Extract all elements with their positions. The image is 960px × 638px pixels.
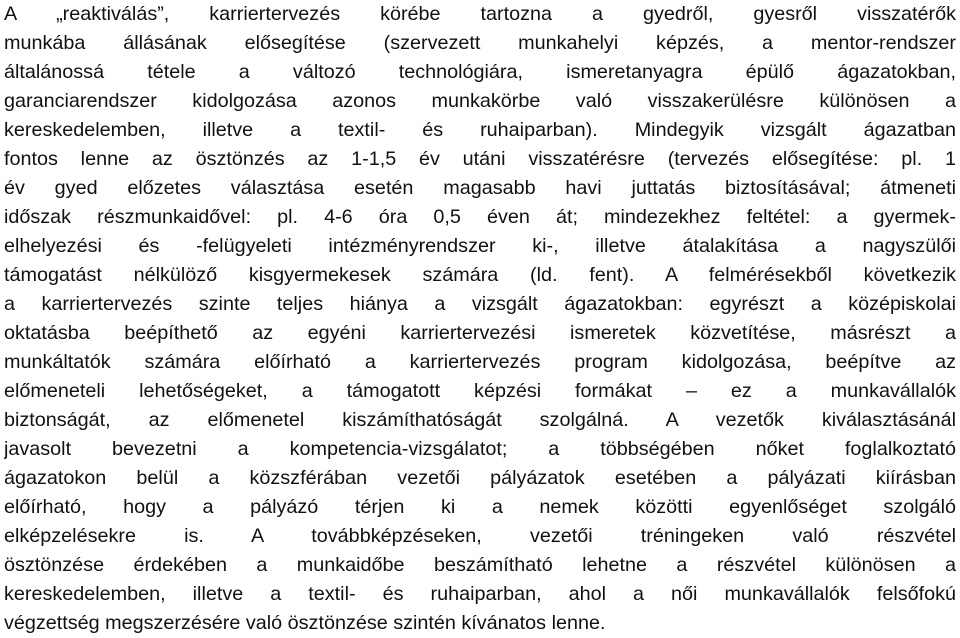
text-line: kereskedelemben, illetve a textil- és ruhaiparban). Mindegyik vizsgált ágazatban xyxy=(4,119,956,141)
text-line: előmeneteli lehetőségeket, a támogatott képzési formákat – ez a munkavállalók xyxy=(4,380,956,402)
text-line: oktatásba beépíthető az egyéni karriertervezési ismeretek közvetítése, másrészt a xyxy=(4,322,956,344)
text-line: ösztönzése érdekében a munkaidőbe beszámítható lehetne a részvétel különösen a xyxy=(4,554,956,576)
text-line: elhelyezési és -felügyeleti intézményrendszer ki-, illetve átalakítása a nagyszülői xyxy=(4,235,956,257)
text-line: garanciarendszer kidolgozása azonos munkakörbe való visszakerülésre különösen a xyxy=(4,90,956,112)
text-line: munkáltatók számára előírható a karriertervezés program kidolgozása, beépítve az xyxy=(4,351,956,373)
text-line: fontos lenne az ösztönzés az 1-1,5 év utáni visszatérésre (tervezés elősegítése: pl. 1 xyxy=(4,148,956,170)
text-line: ágazatokon belül a közszférában vezetői pályázatok esetében a pályázati kiírásban xyxy=(4,467,956,489)
text-line: biztonságát, az előmenetel kiszámíthatóságát szolgálná. A vezetők kiválasztásánál xyxy=(4,409,956,431)
text-line: munkába állásának elősegítése (szervezett munkahelyi képzés, a mentor-rendszer xyxy=(4,32,956,54)
text-line: kereskedelemben, illetve a textil- és ruhaiparban, ahol a női munkavállalók felsőfokú xyxy=(4,583,956,605)
text-line: támogatást nélkülöző kisgyermekesek számára (ld. fent). A felmérésekből következik xyxy=(4,264,956,286)
text-line: előírható, hogy a pályázó térjen ki a nemek közötti egyenlőséget szolgáló xyxy=(4,496,956,518)
text-line: év gyed előzetes választása esetén magasabb havi juttatás biztosításával; átmeneti xyxy=(4,177,956,199)
text-line: A „reaktiválás”, karriertervezés körébe tartozna a gyedről, gyesről visszatérők xyxy=(4,3,956,25)
text-line: a karriertervezés szinte teljes hiánya a vizsgált ágazatokban: egyrészt a középiskolai xyxy=(4,293,956,315)
document-page xyxy=(4,0,956,638)
body-paragraph xyxy=(4,0,956,638)
text-line: általánossá tétele a változó technológiára, ismeretanyagra épülő ágazatokban, xyxy=(4,61,956,83)
text-line: időszak részmunkaidővel: pl. 4-6 óra 0,5 éven át; mindezekhez feltétel: a gyermek- xyxy=(4,206,956,228)
text-line: javasolt bevezetni a kompetencia-vizsgálatot; a többségében nőket foglalkoztató xyxy=(4,438,956,460)
text-line: elképzelésekre is. A továbbképzéseken, vezetői tréningeken való részvétel xyxy=(4,525,956,547)
text-line: végzettség megszerzésére való ösztönzése szintén kívánatos lenne. xyxy=(4,612,606,634)
